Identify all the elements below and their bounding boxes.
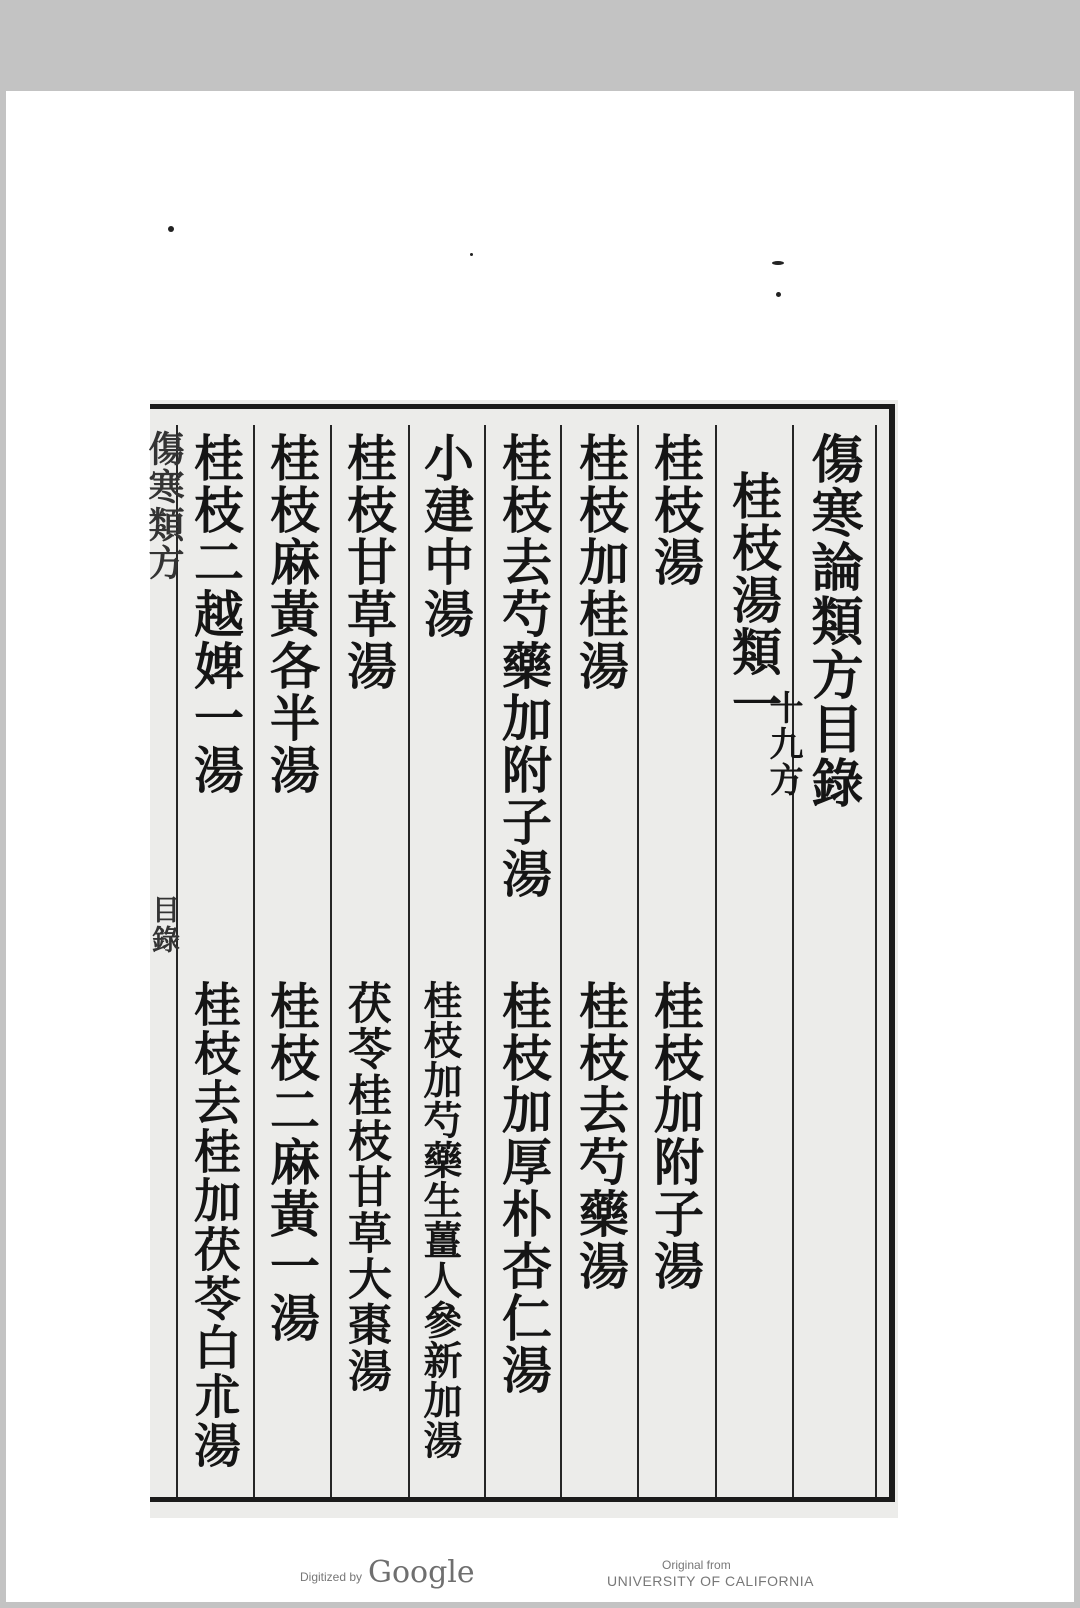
formula-entry: 小建中湯 [416,432,475,640]
column-rule [408,425,410,1497]
google-logo: Google [368,1555,475,1590]
formula-entry: 桂枝去芍藥湯 [571,980,630,1292]
ink-speck [772,261,784,265]
original-from-label: Original from [662,1558,731,1572]
column-rule [792,425,794,1497]
formula-entry: 茯苓桂枝甘草大棗湯 [340,980,391,1394]
column-rule [875,425,877,1497]
formula-entry: 桂枝二麻黃一湯 [262,980,321,1344]
column-rule [176,425,178,1497]
formula-entry: 桂枝麻黃各半湯 [262,432,321,796]
formula-entry: 桂枝甘草湯 [339,432,398,692]
formula-entry: 桂枝加桂湯 [571,432,630,692]
formula-entry: 桂枝二越婢一湯 [186,432,245,796]
formula-entry: 桂枝加芍藥生薑人參新加湯 [417,980,463,1460]
column-rule [484,425,486,1497]
column-rule [560,425,562,1497]
ink-speck [470,253,473,256]
formula-entry: 桂枝去芍藥加附子湯 [494,432,553,900]
formula-entry: 桂枝湯 [646,432,705,588]
column-rule [637,425,639,1497]
column-rule [330,425,332,1497]
ink-speck [168,226,174,232]
section-count: 十九方 [763,690,803,798]
digitized-by-label: Digitized by [300,1570,363,1584]
margin-section-label: 目錄 [148,895,181,955]
ink-speck [776,292,781,297]
formula-entry: 桂枝加附子湯 [646,980,705,1292]
column-rule [715,425,717,1497]
institution-label: UNIVERSITY OF CALIFORNIA [607,1573,814,1589]
section-heading: 桂枝湯類一 [724,470,783,730]
formula-entry: 桂枝去桂加茯苓白朮湯 [186,980,241,1470]
page-title: 傷寒論類方目錄 [802,432,863,810]
margin-book-title: 傷寒類方 [143,430,185,582]
column-rule [253,425,255,1497]
formula-entry: 桂枝加厚朴杏仁湯 [494,980,553,1396]
